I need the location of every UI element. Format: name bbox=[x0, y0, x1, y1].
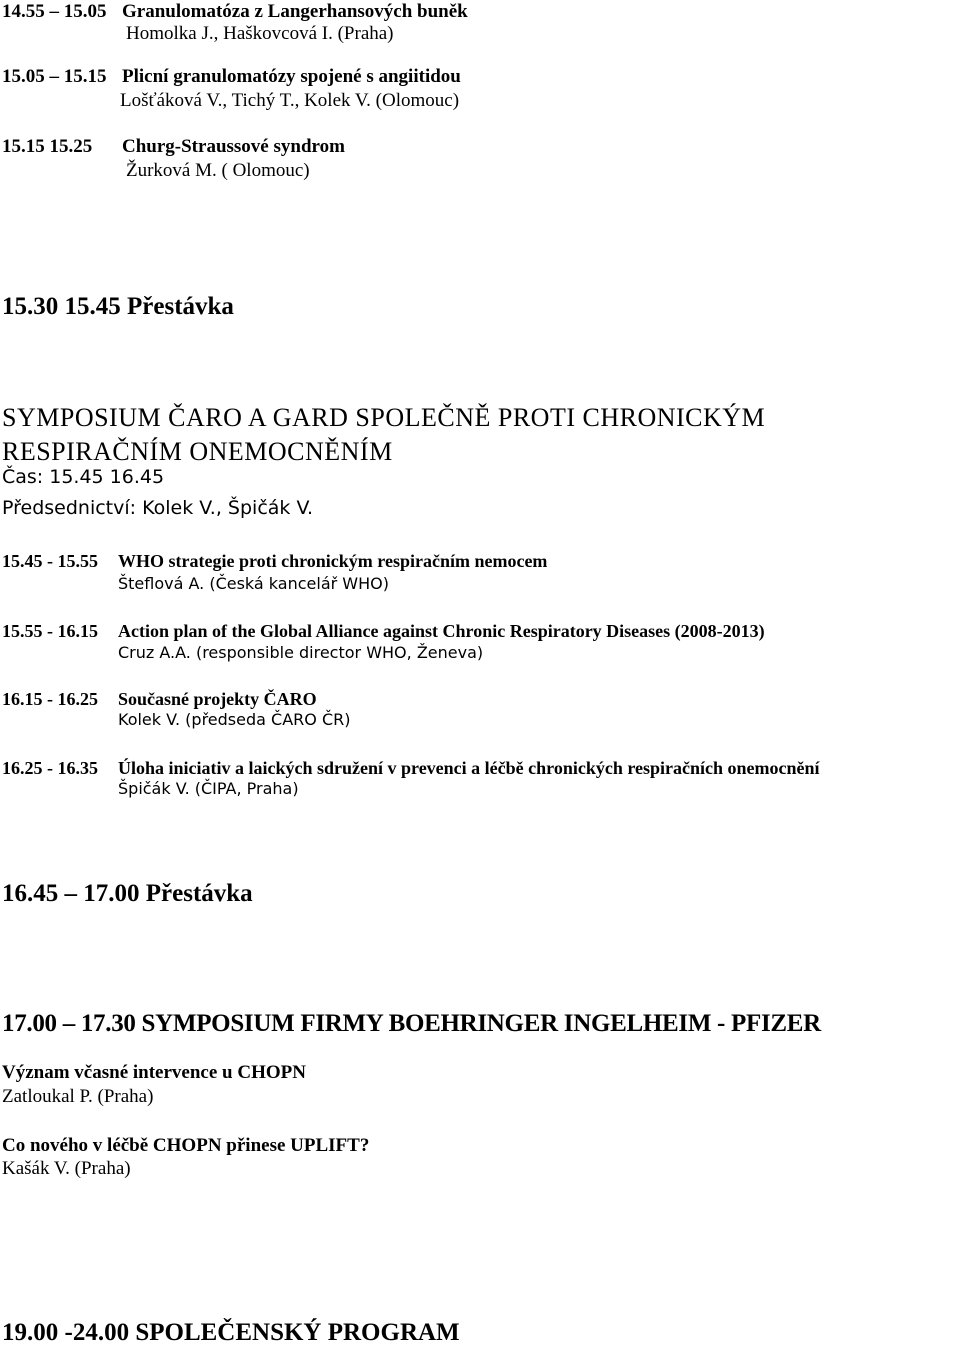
social-program-heading: 19.00 -24.00 SPOLEČENSKÝ PROGRAM bbox=[2, 1319, 460, 1346]
break-heading: 16.45 – 17.00 Přestávka bbox=[2, 880, 253, 907]
item-time: 15.05 – 15.15 bbox=[2, 66, 107, 87]
talk-time: 15.45 - 15.55 bbox=[2, 551, 98, 571]
talk-title: Současné projekty ČARO bbox=[118, 689, 317, 709]
symposium-chair: Předsednictví: Kolek V., Špičák V. bbox=[2, 497, 314, 519]
symposium-title-line2: RESPIRAČNÍM ONEMOCNĚNÍM bbox=[2, 437, 393, 466]
symposium-title-line1: SYMPOSIUM ČARO A GARD SPOLEČNĚ PROTI CHRONICKÝM bbox=[2, 403, 766, 432]
talk-speaker: Kolek V. (předseda ČARO ČR) bbox=[118, 710, 351, 729]
item-title: Churg-Straussové syndrom bbox=[122, 136, 345, 157]
talk-time: 16.15 - 16.25 bbox=[2, 689, 98, 709]
lecture-title: Co nového v léčbě CHOPN přinese UPLIFT? bbox=[2, 1135, 370, 1156]
item-speaker: Homolka J., Haškovcová I. (Praha) bbox=[126, 23, 394, 44]
talk-speaker: Špičák V. (ČIPA, Praha) bbox=[118, 779, 299, 798]
talk-time: 16.25 - 16.35 bbox=[2, 758, 98, 778]
talk-speaker: Cruz A.A. (responsible director WHO, Ženeva) bbox=[118, 643, 484, 662]
item-speaker: Žurková M. ( Olomouc) bbox=[126, 160, 310, 181]
talk-speaker: Šteflová A. (Česká kancelář WHO) bbox=[118, 574, 389, 593]
lecture-title: Význam včasné intervence u CHOPN bbox=[2, 1062, 306, 1083]
break-heading: 15.30 15.45 Přestávka bbox=[2, 293, 234, 320]
item-time: 15.15 15.25 bbox=[2, 136, 93, 157]
lecture-speaker: Kašák V. (Praha) bbox=[2, 1158, 131, 1179]
symposium-time: Čas: 15.45 16.45 bbox=[2, 466, 165, 488]
talk-title: Action plan of the Global Alliance against Chronic Respiratory Diseases (2008-2013) bbox=[118, 621, 765, 641]
symposium2-heading: 17.00 – 17.30 SYMPOSIUM FIRMY BOEHRINGER INGELHEIM - PFIZER bbox=[2, 1010, 821, 1037]
talk-time: 15.55 - 16.15 bbox=[2, 621, 98, 641]
item-title: Plicní granulomatózy spojené s angiitidou bbox=[122, 66, 461, 87]
talk-title: Úloha iniciativ a laických sdružení v prevenci a léčbě chronických respiračních onemocnění bbox=[118, 758, 820, 778]
lecture-speaker: Zatloukal P. (Praha) bbox=[2, 1086, 154, 1107]
item-time: 14.55 – 15.05 bbox=[2, 1, 107, 22]
talk-title: WHO strategie proti chronickým respiračním nemocem bbox=[118, 551, 548, 571]
item-speaker: Lošťáková V., Tichý T., Kolek V. (Olomouc) bbox=[120, 90, 460, 111]
item-title: Granulomatóza z Langerhansových buněk bbox=[122, 1, 468, 22]
